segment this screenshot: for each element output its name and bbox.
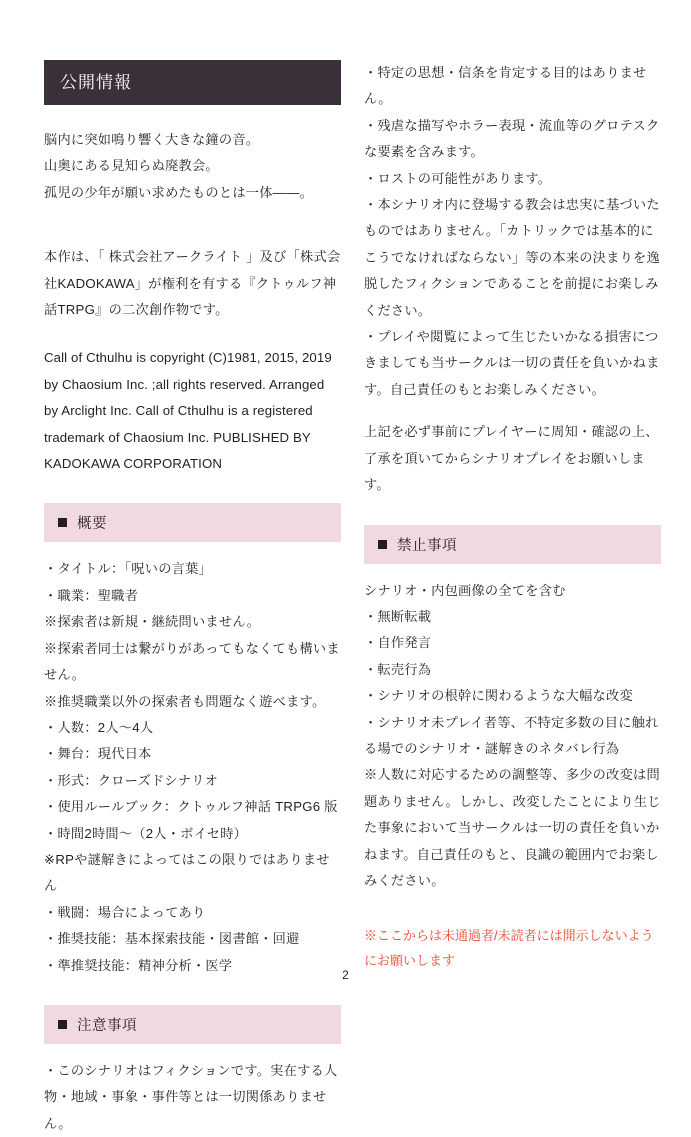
- prohibition-list: [364, 604, 661, 762]
- list-item: ・形式：クローズドシナリオ: [44, 772, 219, 788]
- spoiler-warning: ※ここからは未通過者/未読者には開示しないようにお願いします: [364, 928, 654, 969]
- rights-block: [44, 244, 341, 323]
- prohibition-intro: シナリオ・内包画像の全てを含む: [364, 582, 566, 598]
- list-item: ・使用ルールブック：クトゥルフ神話 TRPG6 版: [44, 799, 338, 815]
- intro-line-1: 脳内に突如鳴り響く大きな鐘の音。: [44, 132, 260, 147]
- caution-first-item: ・このシナリオはフィクションです。実在する人物・地域・事象・事件等とは一切関係ありません。: [44, 1062, 338, 1131]
- rights-paragraph: 本作は、「 株式会社アークライト 」及び「株式会社KADOKAWA」が権利を有する『クトゥルフ神話TRPG』の二次創作物です。: [44, 249, 341, 318]
- list-item: ・転売行為: [364, 661, 432, 677]
- prohibition-note: ※人数に対応するための調整等、多少の改変は問題ありません。しかし、改変したことにより生じた事象において当サークルは一切の責任を負いかねます。自己責任のもと、良識の範囲内でお楽しみください。: [364, 767, 661, 888]
- list-item: ・残虐な描写やホラー表現・流血等のグロテスクな要素を含みます。: [364, 117, 660, 160]
- list-item: ・舞台：現代日本: [44, 746, 152, 762]
- caution-closing: 上記を必ず事前にプレイヤーに周知・確認の上、了承を頂いてからシナリオプレイをお願いします。: [364, 424, 659, 493]
- list-item: ※探索者同士は繋がりがあってもなくても構いません。: [44, 640, 340, 683]
- list-item: ・無断転載: [364, 608, 432, 624]
- public-info-banner: 公開情報: [44, 60, 341, 105]
- caution-list: [364, 60, 661, 403]
- list-item: ・人数：2人～4人: [44, 719, 154, 735]
- intro-line-3: 孤児の少年が願い求めたものとは一体——。: [44, 184, 314, 200]
- list-item: ・戦闘：場合によってあり: [44, 904, 206, 920]
- square-bullet-icon: [58, 1020, 67, 1029]
- list-item: ・推奨技能：基本探索技能・図書館・回避: [44, 931, 300, 947]
- list-item: ・時間2時間～（2人・ボイセ時）: [44, 825, 248, 841]
- square-bullet-icon: [58, 518, 67, 527]
- list-item: ・シナリオの根幹に関わるような大幅な改変: [364, 688, 633, 704]
- list-item: ・プレイや閲覧によって生じたいかなる損害につきましても当サークルは一切の責任を負いかねます。自己責任のもとお楽しみください。: [364, 329, 660, 397]
- list-item: ・本シナリオ内に登場する教会は忠実に基づいたものではありません。「カトリックでは基本的にこうでなければならない」等の本来の決まりを逸脱したフィクションであることを前提にお楽しみください。: [364, 197, 660, 318]
- list-item: ・準推奨技能：精神分析・医学: [44, 957, 233, 973]
- list-item: ※推奨職業以外の探索者も問題なく遊べます。: [44, 693, 326, 709]
- overview-heading-label: 概要: [77, 516, 107, 533]
- list-item: ・自作発言: [364, 635, 432, 651]
- list-item: ・特定の思想・信条を肯定する目的はありません。: [364, 65, 647, 107]
- caution-heading: [44, 1005, 341, 1044]
- caution-heading-label: 注意事項: [77, 1017, 137, 1034]
- spacer: [44, 228, 341, 244]
- list-item: ・職業：聖職者: [44, 587, 139, 603]
- list-item: ※探索者は新規・継続問いません。: [44, 614, 261, 630]
- overview-heading: [44, 503, 341, 542]
- prohibition-heading: [364, 525, 661, 564]
- intro-line-2: 山奥にある見知らぬ廃教会。: [44, 158, 219, 174]
- list-item: ・シナリオ未プレイ者等、不特定多数の目に触れる場でのシナリオ・謎解きのネタバレ行為: [364, 714, 659, 756]
- right-column: [364, 60, 661, 987]
- overview-list: [44, 556, 341, 979]
- list-item: ※RPや謎解きによってはこの限りではありません: [44, 851, 330, 894]
- prohibition-heading-label: 禁止事項: [397, 537, 457, 554]
- spacer: [364, 403, 661, 419]
- copyright-paragraph: Call of Cthulhu is copyright (C)1981, 2015, 2019 by Chaosium Inc. ;all rights reserved. Arranged by Arclight Inc. Call of Cthulhu is a registered trademark of Chaosium Inc. PUBLISHED BY KADOKAWA CORPORATION: [44, 350, 332, 472]
- copyright-block: [44, 345, 341, 477]
- page-number: 2: [342, 968, 349, 982]
- intro-block: [44, 127, 341, 206]
- square-bullet-icon: [378, 540, 387, 549]
- list-item: ・タイトル：「呪いの言葉」: [44, 561, 213, 577]
- list-item: ・ロストの可能性があります。: [364, 170, 552, 186]
